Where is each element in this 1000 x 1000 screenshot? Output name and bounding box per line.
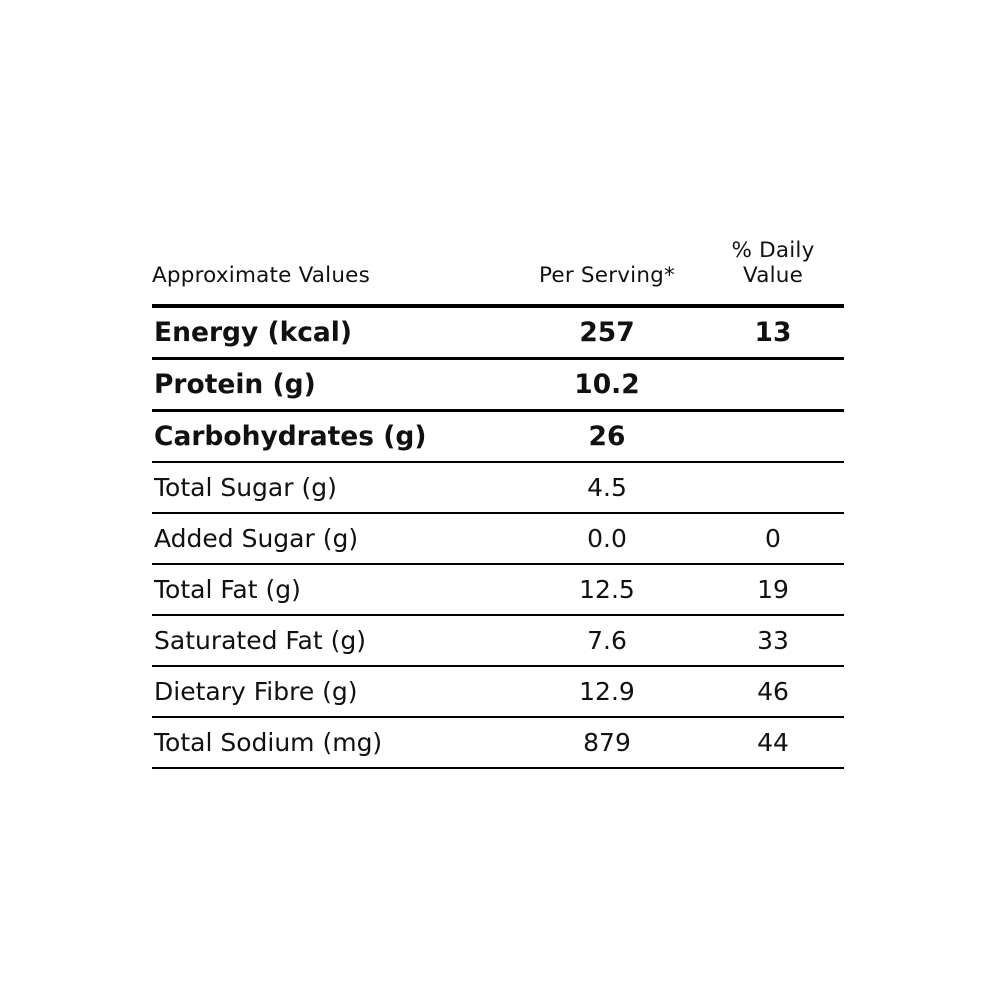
table-header-row (152, 238, 844, 306)
column-header-daily-value: % Daily Value (731, 238, 815, 288)
table-row (152, 306, 844, 359)
table-body (152, 306, 844, 768)
row-daily-value (702, 411, 844, 463)
table-header (152, 238, 844, 306)
table-row (152, 717, 844, 768)
table-row (152, 564, 844, 615)
row-per-serving: 4.5 (512, 462, 702, 513)
row-daily-value: 46 (702, 666, 844, 717)
row-per-serving: 26 (512, 411, 702, 463)
table-row (152, 411, 844, 463)
table-row (152, 359, 844, 411)
table-row (152, 666, 844, 717)
row-per-serving: 7.6 (512, 615, 702, 666)
row-label: Total Sodium (mg) (152, 717, 512, 768)
row-label: Protein (g) (152, 359, 512, 411)
row-per-serving: 12.9 (512, 666, 702, 717)
column-header-approximate-values: Approximate Values (152, 263, 371, 288)
row-label: Saturated Fat (g) (152, 615, 512, 666)
nutrition-facts-panel (152, 238, 844, 769)
table-row (152, 513, 844, 564)
row-label: Added Sugar (g) (152, 513, 512, 564)
row-daily-value: 33 (702, 615, 844, 666)
row-per-serving: 879 (512, 717, 702, 768)
row-daily-value: 13 (702, 306, 844, 359)
column-header-per-serving: Per Serving* (539, 263, 675, 288)
row-label: Dietary Fibre (g) (152, 666, 512, 717)
row-per-serving: 0.0 (512, 513, 702, 564)
row-daily-value (702, 359, 844, 411)
row-per-serving: 10.2 (512, 359, 702, 411)
row-label: Energy (kcal) (152, 306, 512, 359)
row-daily-value: 44 (702, 717, 844, 768)
row-daily-value: 19 (702, 564, 844, 615)
row-label: Total Fat (g) (152, 564, 512, 615)
nutrition-table (152, 238, 844, 769)
row-daily-value (702, 462, 844, 513)
row-label: Carbohydrates (g) (152, 411, 512, 463)
row-per-serving: 257 (512, 306, 702, 359)
row-label: Total Sugar (g) (152, 462, 512, 513)
table-row (152, 462, 844, 513)
row-per-serving: 12.5 (512, 564, 702, 615)
row-daily-value: 0 (702, 513, 844, 564)
table-row (152, 615, 844, 666)
